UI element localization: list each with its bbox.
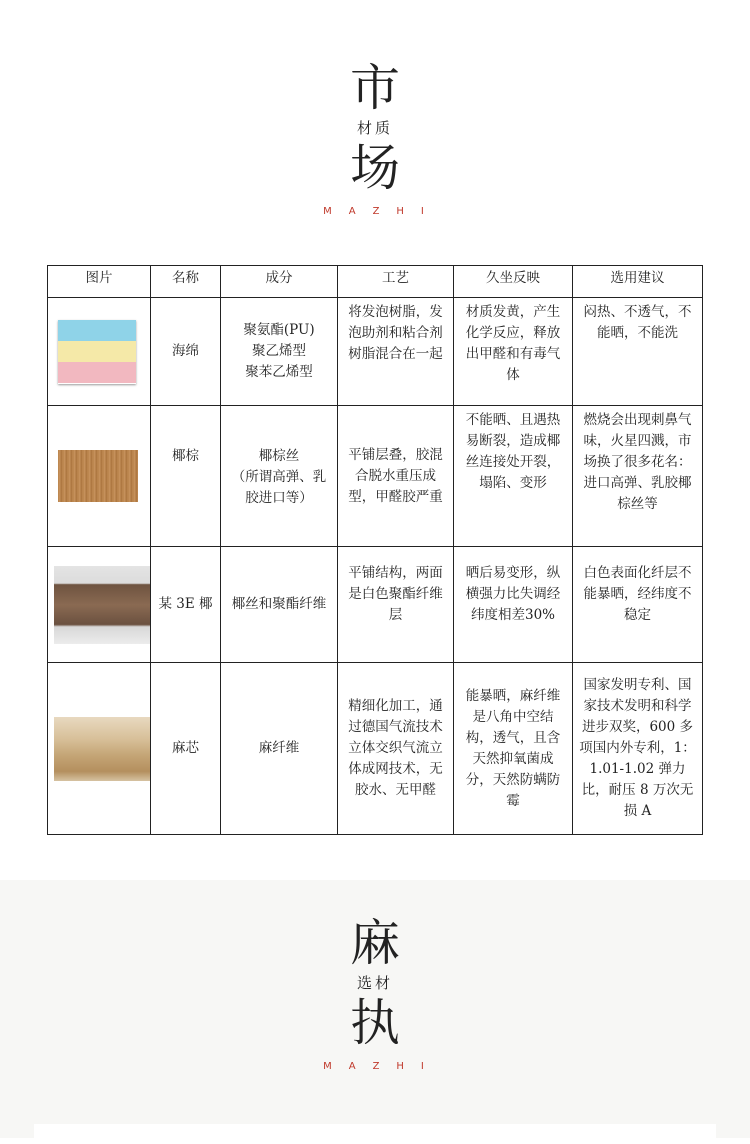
row-advice: 白色表面化纤层不能暴晒，经纬度不稳定 [573,547,703,663]
table-row [48,547,703,663]
row-composition: 椰丝和聚酯纤维 [221,547,338,663]
table-row [48,663,703,835]
row-name: 某 3E 椰 [151,547,221,663]
header-process: 工艺 [338,266,454,298]
heading-char-bottom: 执 [350,994,400,1052]
row-image-cell [48,663,151,835]
table-header-row [48,266,703,298]
row-name: 麻芯 [151,663,221,835]
row-advice: 国家发明专利、国家技术发明和科学进步双奖，600 多项国内外专利，1：1.01-1.02 弹力比，耐压 8 万次无损 A [573,663,703,835]
brand-latin-text: MAZHI [323,1061,441,1072]
hemp-core-image [54,717,150,781]
row-image-cell [48,406,151,547]
row-composition: 聚氨酯(PU) 聚乙烯型 聚苯乙烯型 [221,298,338,406]
row-process: 平铺结构，两面是白色聚酯纤维层 [338,547,454,663]
row-reaction: 能暴晒，麻纤维是八角中空结构，透气，且含天然抑氧菌成分，天然防螨防霉 [454,663,573,835]
header-name: 名称 [151,266,221,298]
heading-char-top: 麻 [350,914,400,972]
hemp-selection-heading [0,915,750,1072]
content-panel [34,1124,716,1144]
row-name: 海绵 [151,298,221,406]
row-advice: 燃烧会出现刺鼻气味，火星四溅，市场换了很多花名：进口高弹、乳胶椰棕丝等 [573,406,703,547]
heading-subtitle: 材质 [356,119,393,137]
header-composition: 成分 [221,266,338,298]
header-image: 图片 [48,266,151,298]
table-row [48,406,703,547]
row-reaction: 晒后易变形，纵横强力比失调经纬度相差30% [454,547,573,663]
material-comparison-table [47,265,703,835]
row-name: 椰棕 [151,406,221,547]
row-process: 精细化加工，通过德国气流技术立体交织气流立体成网技术，无胶水、无甲醛 [338,663,454,835]
row-reaction: 材质发黄，产生化学反应，释放出甲醛和有毒气体 [454,298,573,406]
table-row [48,298,703,406]
row-composition: 椰棕丝 （所谓高弹、乳胶进口等） [221,406,338,547]
row-reaction: 不能晒、且遇热易断裂，造成椰丝连接处开裂，塌陷、变形 [454,406,573,547]
row-image-cell [48,547,151,663]
row-advice: 闷热、不透气，不能晒，不能洗 [573,298,703,406]
heading-char-top: 市 [350,59,400,117]
header-reaction: 久坐反映 [454,266,573,298]
brand-latin-text: MAZHI [323,206,441,217]
header-advice: 选用建议 [573,266,703,298]
row-composition: 麻纤维 [221,663,338,835]
3e-coconut-mattress-image [54,566,150,644]
row-process: 平铺层叠，胶混合脱水重压成型，甲醛胶严重 [338,406,454,547]
heading-char-bottom: 场 [350,139,400,197]
row-image-cell [48,298,151,406]
row-process: 将发泡树脂，发泡助剂和粘合剂树脂混合在一起 [338,298,454,406]
foam-sponge-image [58,320,136,384]
market-material-heading [0,60,750,217]
heading-subtitle: 选材 [356,974,393,992]
coconut-palm-fiber-image [58,450,138,502]
